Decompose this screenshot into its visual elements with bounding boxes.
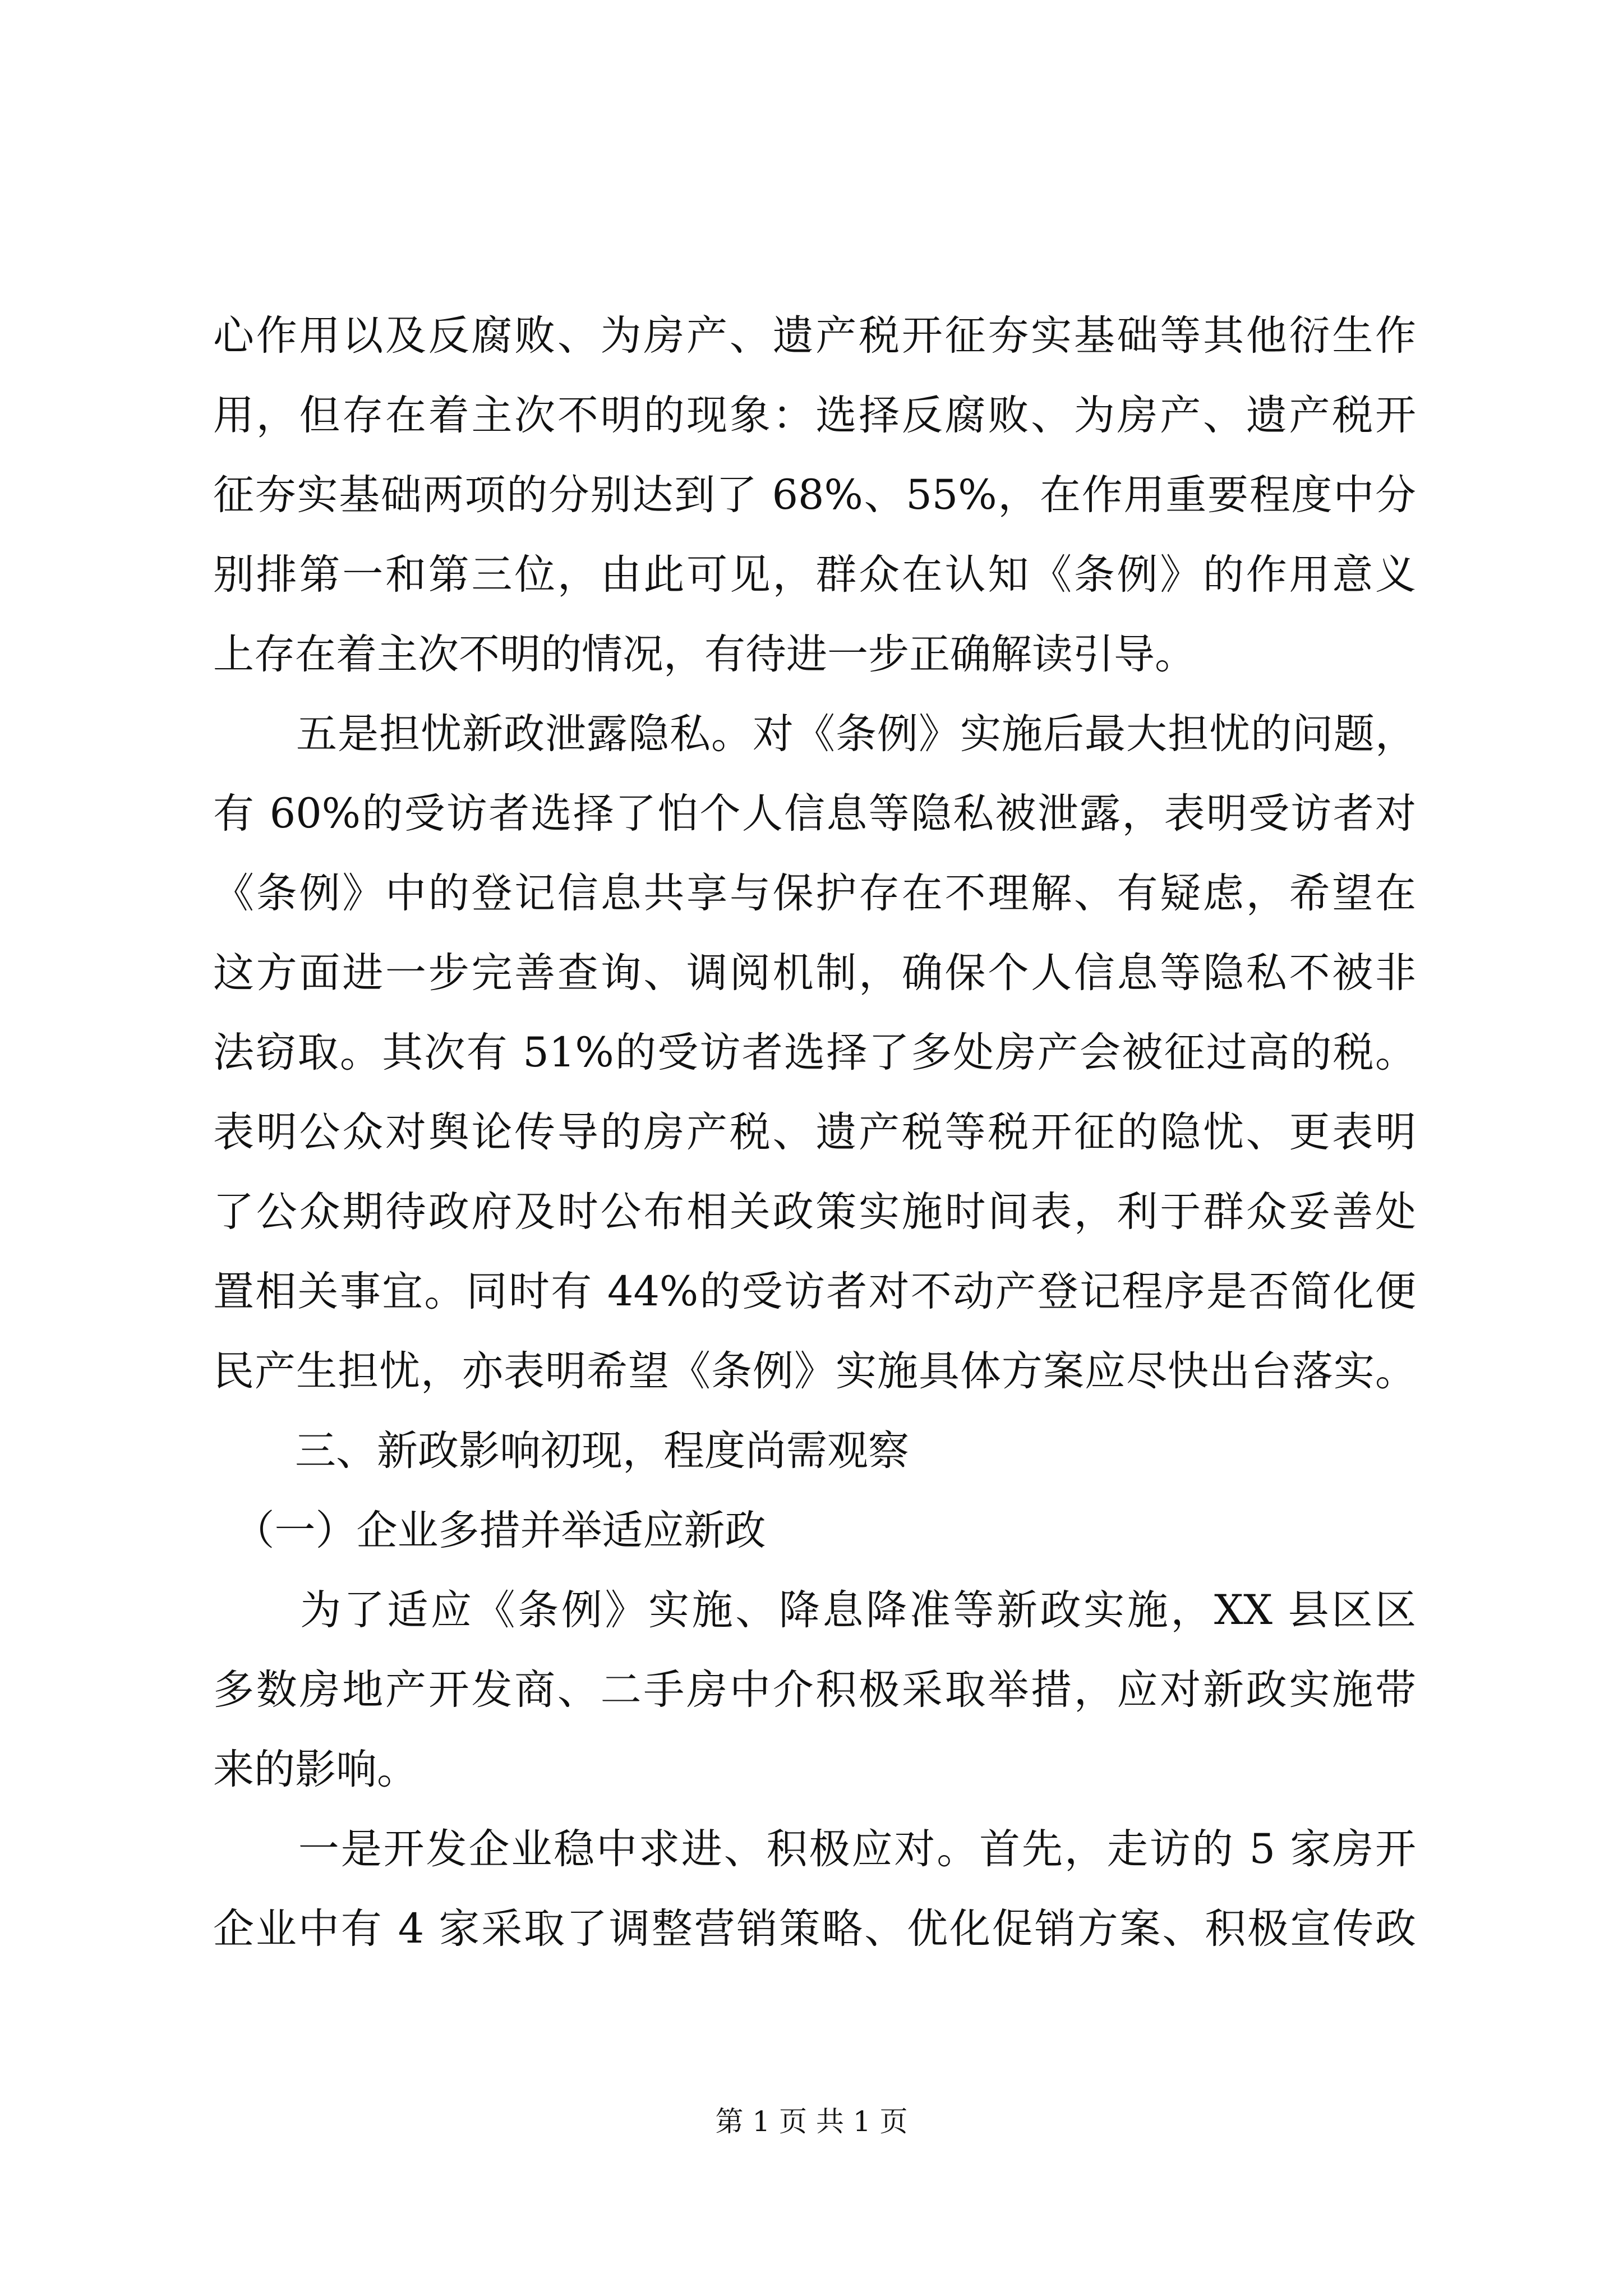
text-line: 这方面进一步完善查询、调阅机制，确保个人信息等隐私不被非 xyxy=(213,949,1416,997)
text-line: 心作用以及反腐败、为房产、遗产税开征夯实基础等其他衍生作 xyxy=(213,312,1416,360)
page-number-footer: 第 1 页 共 1 页 xyxy=(715,2105,908,2138)
text-line: 《条例》中的登记信息共享与保护存在不理解、有疑虑，希望在 xyxy=(213,869,1416,917)
subsection-heading: （一）企业多措并举适应新政 xyxy=(213,1507,766,1554)
section-heading: 三、新政影响初现，程度尚需观察 xyxy=(213,1427,909,1475)
text-line: 法窃取。其次有 51%的受访者选择了多处房产会被征过高的税。 xyxy=(213,1029,1416,1076)
text-line: 上存在着主次不明的情况，有待进一步正确解读引导。 xyxy=(213,631,1196,678)
text-line: 一是开发企业稳中求进、积极应对。首先，走访的 5 家房开 xyxy=(213,1825,1416,1873)
text-line: 为了适应《条例》实施、降息降准等新政实施，XX 县区区 xyxy=(213,1586,1416,1634)
text-line: 来的影响。 xyxy=(213,1746,418,1793)
document-body xyxy=(213,296,1416,1969)
text-line: 征夯实基础两项的分别达到了 68%、55%，在作用重要程度中分 xyxy=(213,471,1416,519)
text-line: 五是担忧新政泄露隐私。对《条例》实施后最大担忧的问题， xyxy=(213,710,1416,758)
text-line: 企业中有 4 家采取了调整营销策略、优化促销方案、积极宣传政 xyxy=(213,1905,1416,1953)
text-line: 置相关事宜。同时有 44%的受访者对不动产登记程序是否简化便 xyxy=(213,1268,1416,1315)
text-line: 有 60%的受访者选择了怕个人信息等隐私被泄露，表明受访者对 xyxy=(213,790,1416,838)
text-line: 民产生担忧，亦表明希望《条例》实施具体方案应尽快出台落实。 xyxy=(213,1347,1416,1395)
text-line: 别排第一和第三位，由此可见，群众在认知《条例》的作用意义 xyxy=(213,551,1416,599)
text-line: 用，但存在着主次不明的现象：选择反腐败、为房产、遗产税开 xyxy=(213,392,1416,439)
text-line: 了公众期待政府及时公布相关政策实施时间表，利于群众妥善处 xyxy=(213,1188,1416,1236)
text-line: 表明公众对舆论传导的房产税、遗产税等税开征的隐忧、更表明 xyxy=(213,1108,1416,1156)
text-line: 多数房地产开发商、二手房中介积极采取举措，应对新政实施带 xyxy=(213,1666,1416,1714)
